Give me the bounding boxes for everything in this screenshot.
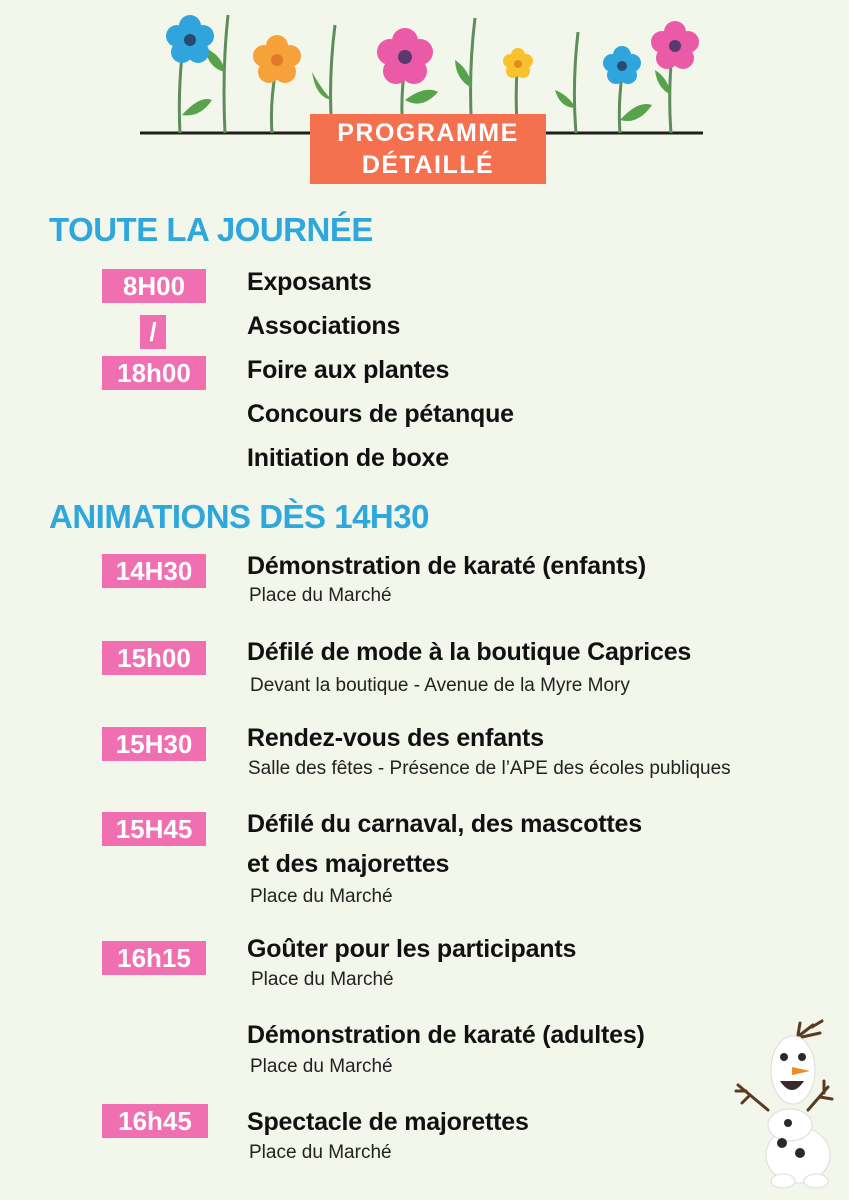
time-badge-end: 18h00 <box>102 356 206 390</box>
event-time-badge: 15H45 <box>102 812 206 846</box>
snowman-illustration <box>728 1015 843 1190</box>
event-place: Place du Marché <box>249 1142 392 1163</box>
section-title-all-day: TOUTE LA JOURNÉE <box>49 211 373 248</box>
event-place: Devant la boutique - Avenue de la Myre Mory <box>250 675 630 696</box>
event-time-badge: 16h45 <box>102 1104 208 1138</box>
event-title: Défilé de mode à la boutique Caprices <box>247 638 692 666</box>
all-day-item: Exposants <box>247 268 372 296</box>
event-title: Spectacle de majorettes <box>247 1108 529 1136</box>
all-day-item: Initiation de boxe <box>247 444 449 472</box>
event-time-badge: 15H30 <box>102 727 206 761</box>
event-title: Démonstration de karaté (enfants) <box>247 552 647 580</box>
event-place: Place du Marché <box>250 1056 393 1077</box>
event-title: Défilé du carnaval, des mascottes <box>247 810 642 838</box>
page-title-box <box>310 114 546 184</box>
event-place: Place du Marché <box>250 886 393 907</box>
time-badge-separator: / <box>140 315 166 349</box>
event-place: Place du Marché <box>249 585 392 606</box>
event-time-badge: 16h15 <box>102 941 206 975</box>
section-title-animations: ANIMATIONS DÈS 14H30 <box>49 498 429 535</box>
event-title: Rendez-vous des enfants <box>247 724 544 752</box>
event-place: Place du Marché <box>251 969 394 990</box>
event-time-badge: 15h00 <box>102 641 206 675</box>
all-day-item: Concours de pétanque <box>247 400 514 428</box>
time-badge-start: 8H00 <box>102 269 206 303</box>
event-place: Salle des fêtes - Présence de l’APE des écoles publiques <box>248 758 731 779</box>
all-day-item: Foire aux plantes <box>247 356 450 384</box>
page-title-line-1: PROGRAMME <box>337 119 519 147</box>
event-title-continued: et des majorettes <box>247 850 450 878</box>
page-title-line-2: DÉTAILLÉ <box>361 151 495 179</box>
event-title: Démonstration de karaté (adultes) <box>247 1021 645 1049</box>
event-title: Goûter pour les participants <box>247 935 577 963</box>
all-day-item: Associations <box>247 312 401 340</box>
event-time-badge: 14H30 <box>102 554 206 588</box>
